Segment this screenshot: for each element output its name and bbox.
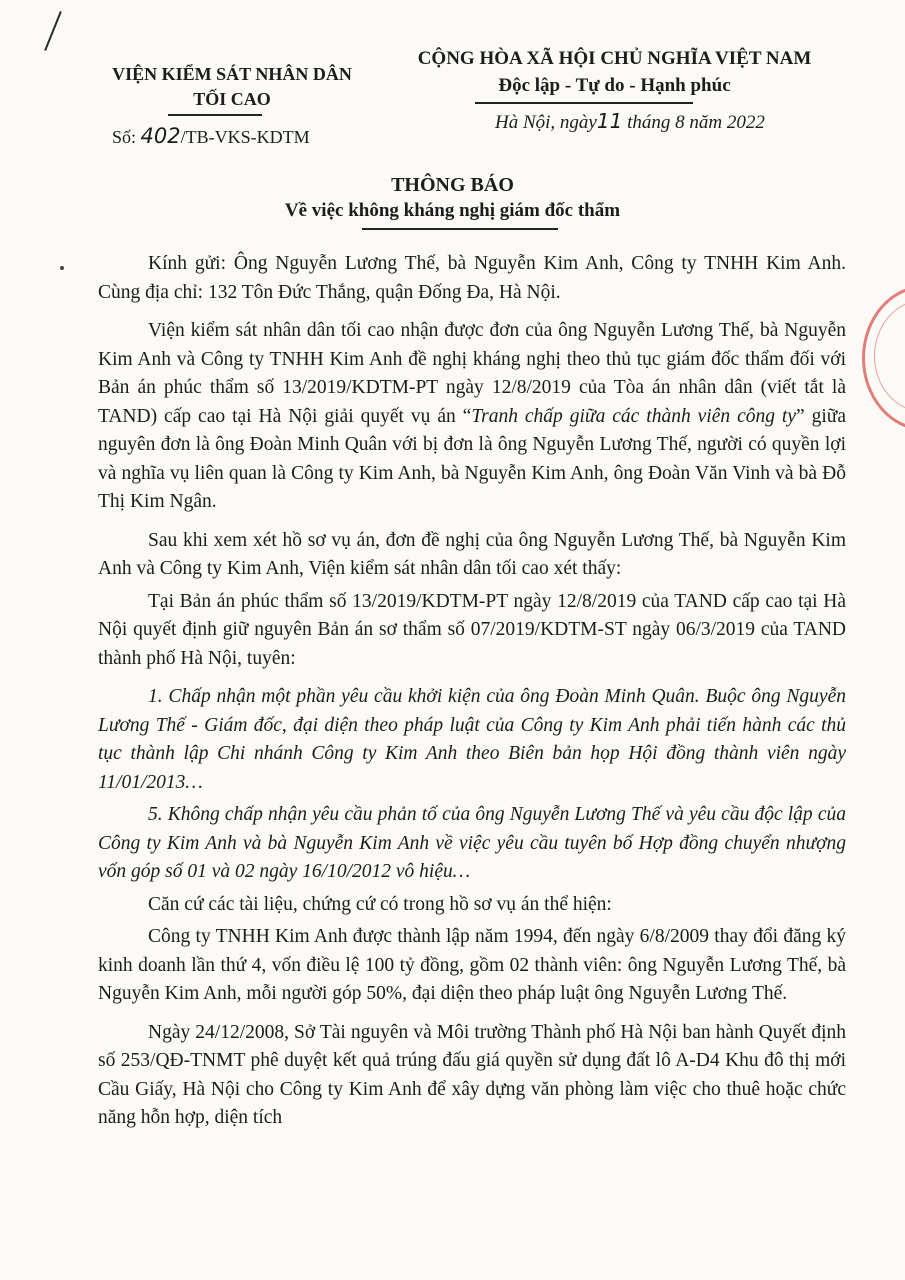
- number-handwritten: 402: [140, 124, 181, 148]
- margin-dot: [60, 266, 64, 270]
- ruling-item-5: 5. Không chấp nhận yêu cầu phản tố của ông Nguyễn Lương Thế và yêu cầu độc lập của Công ty Kim Anh và bà Nguyễn Kim Anh về việc yêu cầu tuyên bố Hợp đồng chuyển nhượng vốn góp số 01 và 02 ngày 16/10/2012 vô hiệu…: [98, 804, 846, 882]
- date-suffix: tháng 8 năm 2022: [622, 112, 765, 133]
- recipients-paragraph: Kính gửi: Ông Nguyễn Lương Thế, bà Nguyễn Kim Anh, Công ty TNHH Kim Anh. Cùng địa chỉ: 132 Tôn Đức Thắng, quận Đống Đa, Hà Nội.: [98, 253, 846, 303]
- date-prefix: Hà Nội, ngày: [495, 112, 597, 133]
- nation-title: CỘNG HÒA XÃ HỘI CHỦ NGHĨA VIỆT NAM: [417, 48, 812, 69]
- pen-mark: [44, 11, 62, 51]
- agency-underline: [168, 114, 262, 116]
- agency-line-1: VIỆN KIỂM SÁT NHÂN DÂN: [112, 64, 352, 84]
- motto-underline: [475, 102, 693, 104]
- national-header: [382, 46, 847, 99]
- number-prefix: Số:: [112, 127, 141, 147]
- petition-paragraph: [98, 317, 846, 517]
- document-title: THÔNG BÁO: [391, 174, 514, 196]
- agency-line-2: TỐI CAO: [193, 89, 271, 109]
- document-body: [98, 250, 846, 1143]
- document-number: [112, 124, 402, 149]
- land-decision-paragraph: Ngày 24/12/2008, Sở Tài nguyên và Môi trường Thành phố Hà Nội ban hành Quyết định số 253/QĐ-TNMT phê duyệt kết quả trúng đấu giá quyền sử dụng đất lô A-D4 Khu đô thị mới Cầu Giấy, Hà Nội cho Công ty Kim Anh để xây dựng văn phòng làm việc cho thuê hoặc chức năng hỗn hợp, diện tích: [98, 1021, 846, 1128]
- place-date: [495, 108, 835, 136]
- petition-text-b: ” giữa nguyên đơn là ông Đoàn Minh Quân với bị đơn là ông Nguyễn Lương Thế, người có quyền lợi và nghĩa vụ liên quan là Công ty Kim Anh, bà Nguyễn Kim Anh, ông Đoàn Văn Vinh và bà Đỗ Thị Kim Ngân.: [98, 405, 847, 512]
- case-name: Tranh chấp giữa các thành viên công ty: [471, 405, 797, 427]
- date-day-handwritten: 11: [596, 109, 623, 133]
- evidence-intro: Căn cứ các tài liệu, chứng cứ có trong hồ sơ vụ án thể hiện:: [148, 893, 612, 915]
- petition-text-a: Viện kiểm sát nhân dân tối cao nhận được đơn của ông Nguyễn Lương Thế, bà Nguyễn Kim Anh và Công ty TNHH Kim Anh đề nghị kháng nghị theo thủ tục giám đốc thẩm đối với Bản án phúc thẩm số 13/2019/KDTM-PT ngày 12/8/2019 của Tòa án nhân dân (viết tắt là TAND) cấp cao tại Hà Nội giải quyết vụ án “: [98, 320, 846, 427]
- issuing-agency: [82, 62, 382, 112]
- ruling-item-1: 1. Chấp nhận một phần yêu cầu khởi kiện của ông Đoàn Minh Quân. Buộc ông Nguyễn Lương Thế - Giám đốc, đại diện theo pháp luật của Công ty Kim Anh phải tiến hành các thủ tục thành lập Chi nhánh Công ty Kim Anh theo Biên bản họp Hội đồng thành viên ngày 11/01/2013…: [98, 686, 846, 793]
- document-subtitle: Về việc không kháng nghị giám đốc thẩm: [284, 200, 621, 221]
- company-paragraph: Công ty TNHH Kim Anh được thành lập năm 1994, đến ngày 6/8/2009 thay đổi đăng ký kinh doanh lần thứ 4, vốn điều lệ 100 tỷ đồng, gồm 02 thành viên: ông Nguyễn Lương Thế, bà Nguyễn Kim Anh, mỗi người góp 50%, đại diện theo pháp luật ông Nguyễn Lương Thế.: [98, 926, 846, 1004]
- national-motto: Độc lập - Tự do - Hạnh phúc: [498, 75, 731, 96]
- subtitle-underline: [362, 228, 558, 230]
- appeal-judgment-paragraph: Tại Bản án phúc thẩm số 13/2019/KDTM-PT ngày 12/8/2019 của TAND cấp cao tại Hà Nội quyết định giữ nguyên Bản án sơ thẩm số 07/2019/KDTM-ST ngày 06/3/2019 của TAND thành phố Hà Nội, tuyên:: [98, 590, 846, 669]
- review-paragraph: Sau khi xem xét hồ sơ vụ án, đơn đề nghị của ông Nguyễn Lương Thế, bà Nguyễn Kim Anh và Công ty Kim Anh, Viện kiểm sát nhân dân tối cao xét thấy:: [98, 529, 846, 579]
- number-suffix: /TB-VKS-KDTM: [180, 127, 310, 147]
